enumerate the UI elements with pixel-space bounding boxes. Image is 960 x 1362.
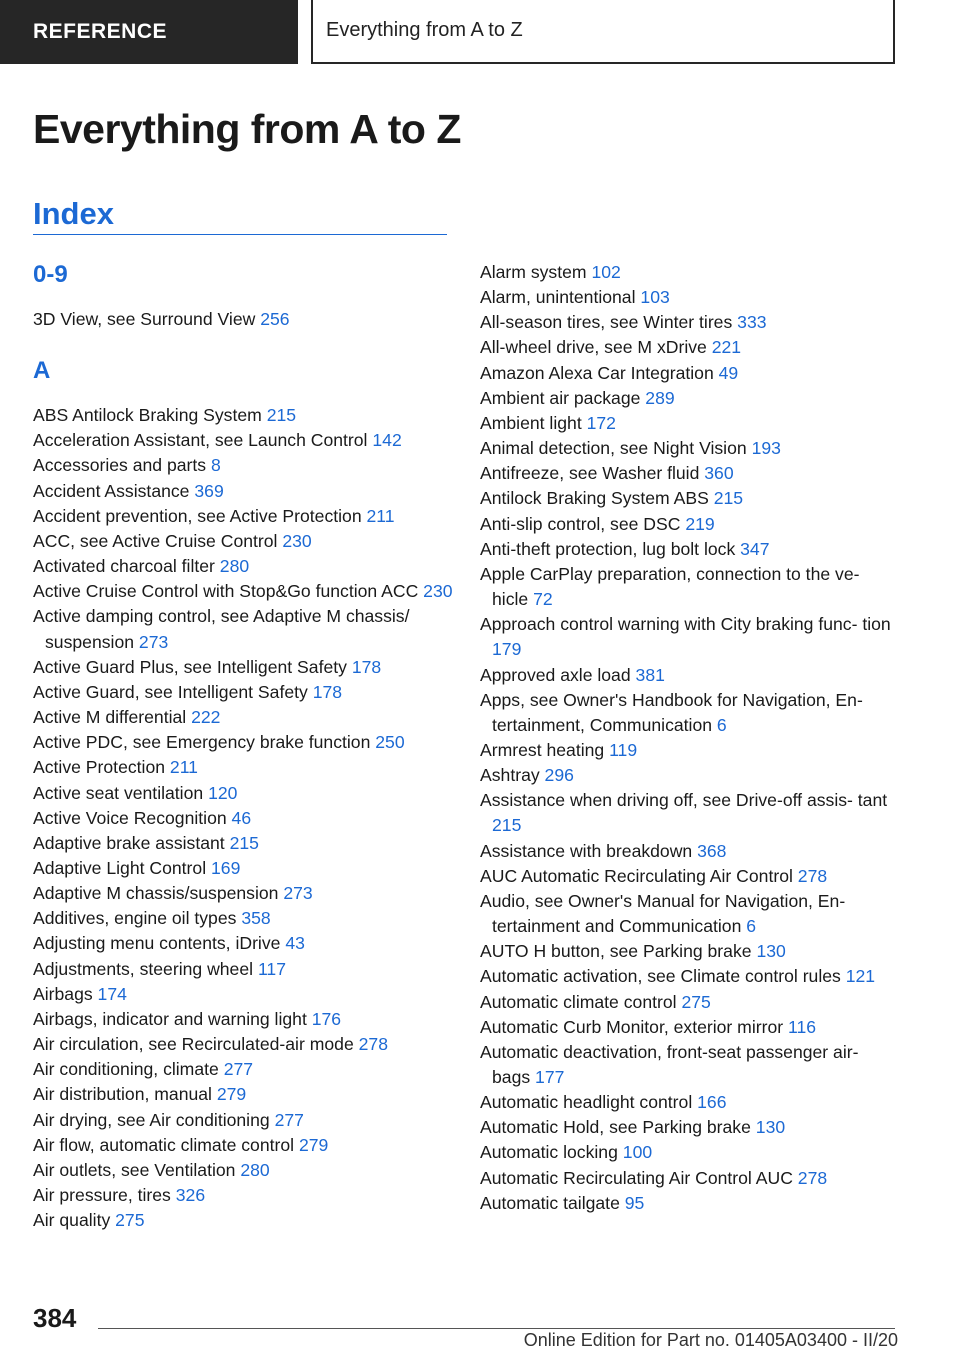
index-entry: Active Voice Recognition 46 <box>33 807 252 828</box>
page-link[interactable]: 347 <box>740 538 770 559</box>
page-link[interactable]: 119 <box>609 739 638 760</box>
index-entry: Anti-theft protection, lug bolt lock 347 <box>480 538 770 559</box>
page-link[interactable]: 219 <box>685 513 715 534</box>
page-link[interactable]: 211 <box>169 757 198 778</box>
page-link[interactable]: 279 <box>216 1084 247 1105</box>
index-entry: Activated charcoal filter 280 <box>33 556 250 577</box>
index-entry: Automatic Recirculating Air Control AUC 278 <box>480 1167 828 1188</box>
page-link[interactable]: 280 <box>240 1159 270 1180</box>
index-column-left <box>33 260 453 1233</box>
page-link[interactable]: 142 <box>372 430 402 451</box>
index-entry: Air flow, automatic climate control 279 <box>33 1134 329 1155</box>
index-entry: Air pressure, tires 326 <box>33 1185 206 1205</box>
index-entry: Air quality 275 <box>33 1210 145 1231</box>
page-link[interactable]: 381 <box>635 664 665 685</box>
page-link[interactable]: 215 <box>229 832 259 853</box>
index-entry: Adjustments, steering wheel 117 <box>33 958 286 979</box>
footer-divider <box>98 1328 895 1329</box>
index-entry: Audio, see Owner's Manual for Navigation, En‐ tertainment and Communication 6 <box>480 890 846 937</box>
index-entry: AUTO H button, see Parking brake 130 <box>480 941 786 962</box>
index-entry: Automatic headlight control 166 <box>480 1092 727 1113</box>
page-link[interactable]: 278 <box>797 865 828 886</box>
page-link[interactable]: 278 <box>358 1034 388 1055</box>
page-link[interactable]: 193 <box>751 438 781 459</box>
page-link[interactable]: 279 <box>298 1134 329 1155</box>
index-entry: Accident Assistance 369 <box>33 480 224 501</box>
page-link[interactable]: 6 <box>716 714 727 735</box>
index-entry: Airbags 174 <box>33 983 127 1004</box>
page-link[interactable]: 360 <box>704 463 734 484</box>
index-entry: Active PDC, see Emergency brake function 250 <box>33 732 405 753</box>
page-link[interactable]: 176 <box>311 1008 342 1029</box>
page-link[interactable]: 273 <box>283 883 313 904</box>
index-entry: Adaptive brake assistant 215 <box>33 832 259 853</box>
index-entry: Apple CarPlay preparation, connection to the ve‐ hicle 72 <box>480 563 860 610</box>
index-entry: Alarm system 102 <box>480 262 621 282</box>
index-entry: Antilock Braking System ABS 215 <box>480 488 744 509</box>
page-title: Everything from A to Z <box>33 106 461 152</box>
page-link[interactable]: 211 <box>366 505 395 526</box>
page-link[interactable]: 256 <box>260 309 290 329</box>
page-link[interactable]: 296 <box>544 765 574 786</box>
page-link[interactable]: 178 <box>312 681 343 702</box>
index-entry: Automatic climate control 275 <box>480 991 711 1012</box>
page-link[interactable]: 368 <box>697 840 727 861</box>
page-link[interactable]: 130 <box>756 941 786 962</box>
page-link[interactable]: 116 <box>787 1016 817 1037</box>
page-link[interactable]: 215 <box>713 488 744 509</box>
index-entry: Additives, engine oil types 358 <box>33 908 271 929</box>
page-link[interactable]: 280 <box>219 556 250 577</box>
letter-heading: 0-9 <box>33 261 68 288</box>
index-entry: Anti-slip control, see DSC 219 <box>480 513 715 534</box>
index-entry: Assistance when driving off, see Drive-off assis‐ tant 215 <box>480 790 888 836</box>
page-link[interactable]: 130 <box>755 1117 786 1138</box>
index-entry: Air circulation, see Recirculated-air mode 278 <box>33 1034 388 1055</box>
page-number: 384 <box>33 1303 77 1333</box>
index-entry: Antifreeze, see Washer fluid 360 <box>480 463 734 484</box>
index-entry: Automatic activation, see Climate control rules 121 <box>480 966 876 987</box>
index-entry: Approved axle load 381 <box>480 664 665 685</box>
page-link[interactable]: 333 <box>737 312 767 333</box>
index-entry: Active Guard, see Intelligent Safety 178 <box>33 681 343 702</box>
page-link[interactable]: 95 <box>624 1192 645 1213</box>
page-link[interactable]: 72 <box>533 589 553 610</box>
index-entry: ACC, see Active Cruise Control 230 <box>33 530 312 551</box>
page-link[interactable]: 169 <box>211 857 241 878</box>
index-entry: All-wheel drive, see M xDrive 221 <box>480 337 742 358</box>
index-entry: 3D View, see Surround View 256 <box>33 309 290 329</box>
page-link[interactable]: 166 <box>697 1092 727 1113</box>
index-entry: Automatic deactivation, front-seat passenger air‐ bags 177 <box>480 1041 859 1087</box>
section-tab: REFERENCE <box>0 0 298 64</box>
page-link[interactable]: 369 <box>194 480 224 501</box>
letter-heading: A <box>33 357 51 385</box>
page-link[interactable]: 273 <box>138 631 169 652</box>
index-entry: Active M differential 222 <box>33 707 221 728</box>
index-entry: Air distribution, manual 279 <box>33 1084 247 1105</box>
index-entry: Automatic Curb Monitor, exterior mirror 116 <box>480 1016 817 1037</box>
page-link[interactable]: 358 <box>241 908 271 929</box>
page-link[interactable]: 277 <box>223 1059 254 1080</box>
page-link[interactable]: 215 <box>492 815 522 836</box>
index-entry: Air conditioning, climate 277 <box>33 1059 254 1080</box>
index-entry: Accessories and parts 8 <box>33 455 221 476</box>
index-entry: Active seat ventilation 120 <box>33 782 238 803</box>
page-link[interactable]: 221 <box>711 337 742 358</box>
page-link[interactable]: 120 <box>208 782 238 803</box>
index-entry: Amazon Alexa Car Integration 49 <box>480 362 739 383</box>
page-link[interactable]: 222 <box>191 707 221 728</box>
page-link[interactable]: 215 <box>266 405 297 426</box>
index-entry: Active damping control, see Adaptive M chassis/ suspension 273 <box>33 606 410 652</box>
index-entry: Automatic Hold, see Parking brake 130 <box>480 1117 786 1138</box>
page-link[interactable]: 6 <box>746 916 757 937</box>
index-entry: Air drying, see Air conditioning 277 <box>33 1109 304 1130</box>
index-title: Index <box>33 196 447 235</box>
index-entry: Adjusting menu contents, iDrive 43 <box>33 933 305 954</box>
page-link[interactable]: 8 <box>210 455 221 476</box>
index-entry: Adaptive Light Control 169 <box>33 857 241 878</box>
page-link[interactable]: 289 <box>645 387 675 408</box>
index-entry: Alarm, unintentional 103 <box>480 287 670 308</box>
index-entry: Active Protection 211 <box>33 757 198 778</box>
page-link[interactable]: 46 <box>231 807 252 828</box>
index-column-right <box>480 260 900 1216</box>
index-entry: ABS Antilock Braking System 215 <box>33 405 297 426</box>
index-entry: Ambient light 172 <box>480 412 616 433</box>
page-link[interactable]: 102 <box>591 262 621 282</box>
index-entry: Accident prevention, see Active Protection 211 <box>33 505 395 526</box>
page-link[interactable]: 179 <box>492 639 522 660</box>
index-entry: Active Guard Plus, see Intelligent Safety 178 <box>33 656 382 677</box>
index-entry: Automatic tailgate 95 <box>480 1192 645 1213</box>
page-link[interactable]: 250 <box>375 732 405 753</box>
page-link[interactable]: 275 <box>681 991 711 1012</box>
page-link[interactable]: 100 <box>622 1142 653 1163</box>
index-entry: Armrest heating 119 <box>480 739 638 760</box>
index-entry: Animal detection, see Night Vision 193 <box>480 438 781 459</box>
index-entry: Air outlets, see Ventilation 280 <box>33 1159 270 1180</box>
page-link[interactable]: 275 <box>115 1210 145 1231</box>
index-entry: Adaptive M chassis/suspension 273 <box>33 883 313 904</box>
page-link[interactable]: 103 <box>640 287 670 308</box>
index-entry: AUC Automatic Recirculating Air Control 278 <box>480 865 828 886</box>
page-link[interactable]: 117 <box>257 958 286 979</box>
page-link[interactable]: 178 <box>351 656 382 677</box>
page-link[interactable]: 43 <box>285 933 305 954</box>
page-link[interactable]: 121 <box>845 966 876 987</box>
page-link[interactable]: 174 <box>97 983 127 1004</box>
page-link[interactable]: 326 <box>175 1185 206 1205</box>
edition-note: Online Edition for Part no. 01405A03400 - II/20 <box>523 1330 898 1350</box>
page-link[interactable]: 49 <box>718 362 739 383</box>
index-entry: Approach control warning with City braking func‐ tion 179 <box>480 614 891 660</box>
index-entry: Active Cruise Control with Stop&Go function ACC 230 <box>33 581 453 602</box>
page-link[interactable]: 230 <box>282 530 312 551</box>
index-entry: All-season tires, see Winter tires 333 <box>480 312 767 333</box>
index-entry: Automatic locking 100 <box>480 1142 653 1163</box>
index-entry: Ashtray 296 <box>480 765 574 786</box>
index-entry: Acceleration Assistant, see Launch Control 142 <box>33 430 402 451</box>
index-entry: Apps, see Owner's Handbook for Navigation, En‐ tertainment, Communication 6 <box>480 689 863 735</box>
chapter-tab: Everything from A to Z <box>311 0 895 64</box>
page-link[interactable]: 277 <box>274 1109 304 1130</box>
page-link[interactable]: 177 <box>535 1067 565 1087</box>
page-header <box>0 0 960 66</box>
index-entry: Ambient air package 289 <box>480 387 675 408</box>
page-link[interactable]: 172 <box>586 412 616 433</box>
index-entry: Airbags, indicator and warning light 176 <box>33 1008 342 1029</box>
page-link[interactable]: 278 <box>797 1167 828 1188</box>
page-link[interactable]: 230 <box>423 581 453 602</box>
index-entry: Assistance with breakdown 368 <box>480 840 727 861</box>
